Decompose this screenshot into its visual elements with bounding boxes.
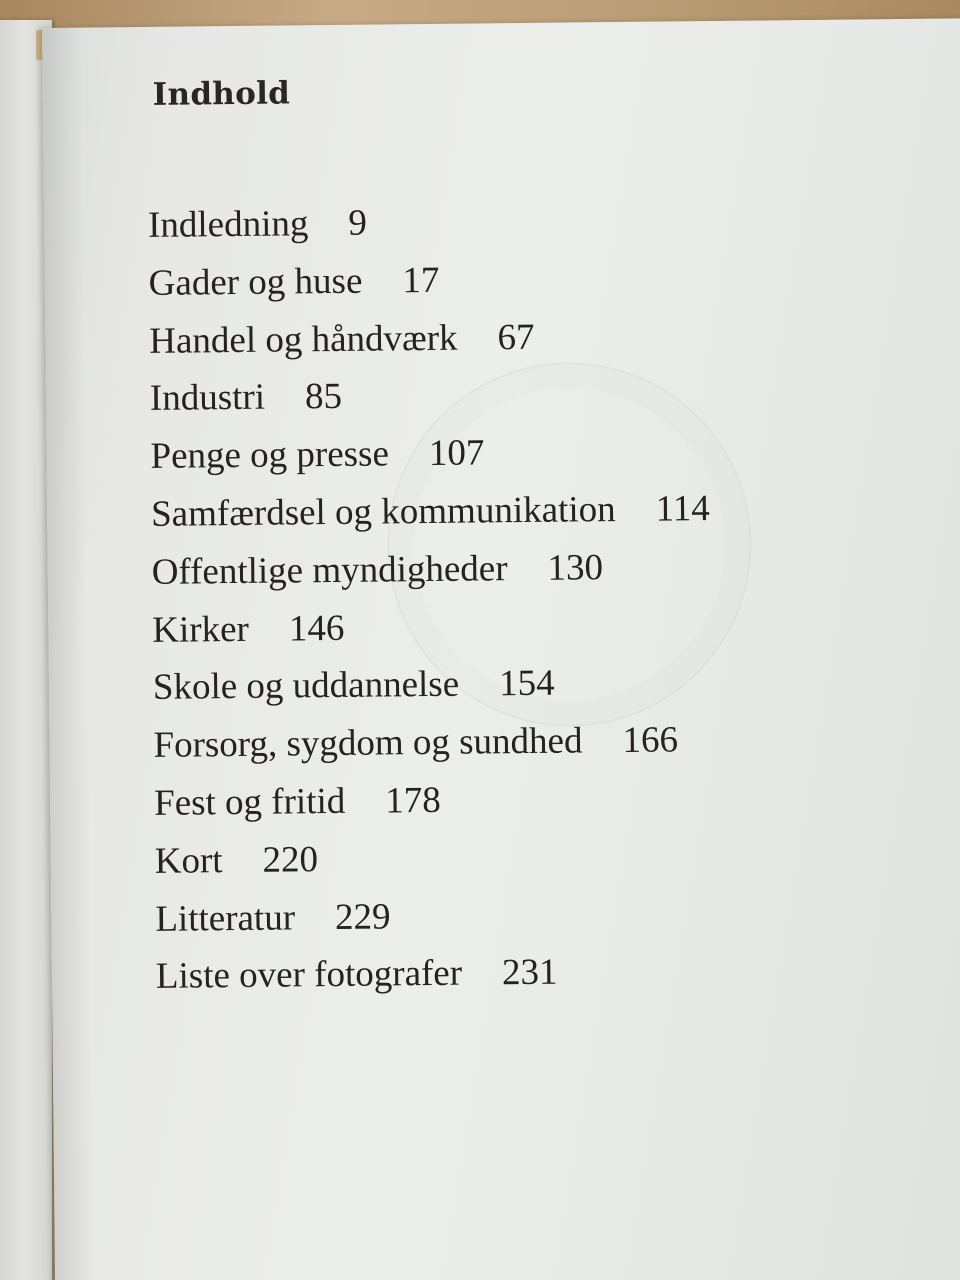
toc-entry-label: Skole og uddannelse xyxy=(152,664,460,709)
toc-entry-page: 220 xyxy=(262,838,319,881)
toc-entry-page: 229 xyxy=(334,895,391,938)
toc-entry-page: 130 xyxy=(547,546,604,589)
toc-entry-label: Fest og fritid xyxy=(153,780,346,824)
toc-entry xyxy=(149,307,708,371)
toc-entry xyxy=(150,364,709,428)
toc-entry-label: Liste over fotografer xyxy=(155,953,463,998)
toc-entry-page: 67 xyxy=(497,316,535,358)
toc-entry-page: 166 xyxy=(622,719,679,762)
toc-entry-label: Industri xyxy=(149,377,266,420)
toc-entry xyxy=(154,769,713,833)
toc-entry-page: 231 xyxy=(501,952,558,994)
toc-entry xyxy=(148,191,707,255)
toc-entry-label: Kirker xyxy=(152,608,250,651)
toc-entry-page: 178 xyxy=(385,779,441,822)
toc-entry-page: 17 xyxy=(402,259,440,302)
toc-entry xyxy=(151,538,710,602)
toc-entry-page: 107 xyxy=(428,432,485,475)
toc-entry xyxy=(148,249,707,313)
toc-entry-page: 114 xyxy=(655,488,710,530)
toc-entry-label: Litteratur xyxy=(155,896,296,940)
toc-entry-label: Offentlige myndigheder xyxy=(151,547,508,593)
toc-entry xyxy=(155,885,714,949)
toc-entry xyxy=(150,422,709,486)
toc-entry xyxy=(151,480,710,544)
toc-entry xyxy=(154,827,713,891)
toc-entry-label: Indledning xyxy=(147,203,309,246)
book-page xyxy=(42,18,960,1280)
toc-entry-label: Samfærdsel og kommunikation xyxy=(150,489,616,535)
table-of-contents xyxy=(148,191,715,1006)
toc-entry-page: 9 xyxy=(348,202,368,244)
toc-entry xyxy=(153,653,712,717)
toc-entry-label: Kort xyxy=(154,839,223,882)
toc-entry-page: 154 xyxy=(498,663,555,705)
toc-entry-page: 85 xyxy=(304,376,343,418)
contents-heading: Indhold xyxy=(152,75,291,113)
toc-entry-label: Forsorg, sygdom og sundhed xyxy=(153,720,583,767)
toc-entry-label: Gader og huse xyxy=(148,260,363,304)
toc-entry xyxy=(152,596,711,660)
toc-entry xyxy=(156,942,715,1006)
toc-entry-label: Penge og presse xyxy=(150,433,390,478)
toc-entry xyxy=(153,711,712,775)
toc-entry-page: 146 xyxy=(288,607,345,650)
toc-entry-label: Handel og håndværk xyxy=(149,317,458,362)
